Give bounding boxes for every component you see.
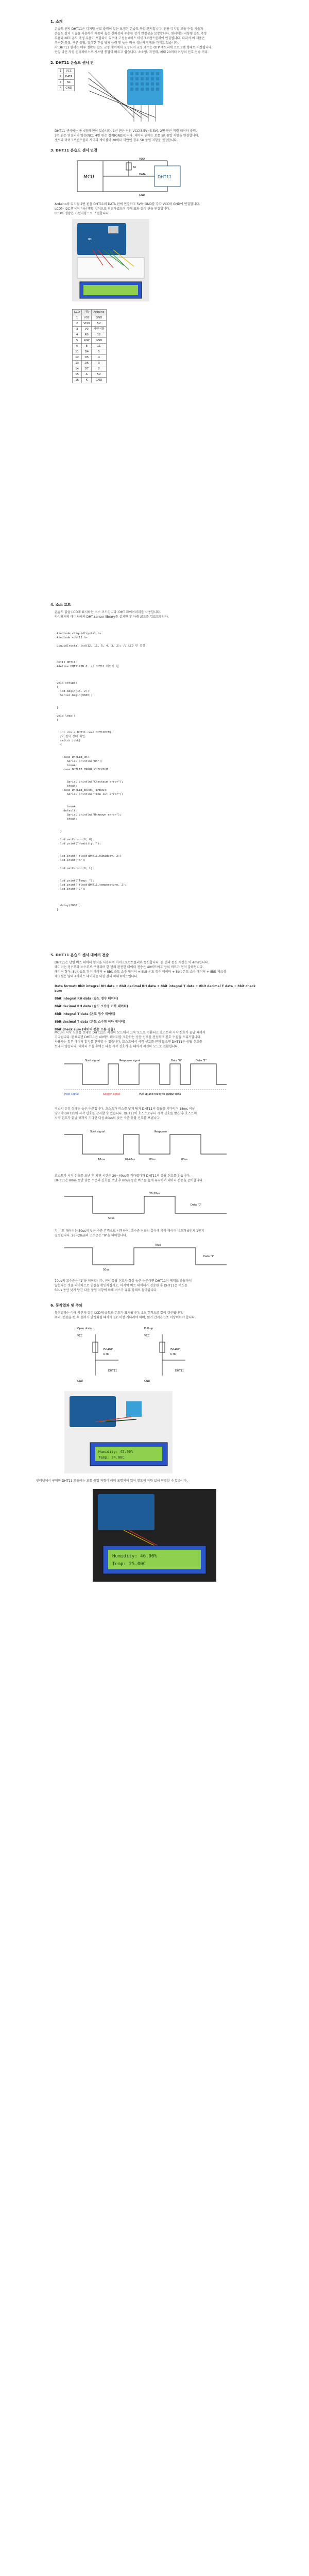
timing-paragraph-2: 버스의 유휴 상태는 높은 수준입니다. 호스트가 버스를 낮게 당겨 DHT11의 응답을 기다리며 18ms 이상 당겨야 DHT11이 시작 신호를 감지할 수 있습니다. DHT11이 호스트로부터 시작 신호를 받은 후 호스트의 시작 신호가 끝날 때까지 기다린 다음 80us의 낮은 수준 응답 신호를 보냅니다. <box>55 1107 197 1120</box>
timing-paragraph-5: 70us의 고수준은 "1"을 의미합니다. 센서 응답 신호가 항상 높은 수준이면 DHT11이 제대로 응답하지 않는다는 것을 의미하므로 연결을 확인하십시오. 마지막 비트 데이터가 전송된 후 DHT11은 버스를 50us 동안 낮게 당긴 다음 풀업 저항에 의해 버스가 유휴 상태로 돌아갑니다. <box>55 1279 192 1292</box>
svg-text:VCC: VCC <box>144 1334 150 1337</box>
svg-text:PULLUP: PULLUP <box>170 1348 180 1351</box>
svg-text:GND: GND <box>77 1380 83 1383</box>
code-intro: 온습도 값을 LCD에 표시하는 소스 코드입니다. DHT 라이브러리를 사용합니다. 라이브러리 매니저에서 DHT sensor library를 설치한 후 아래 코드를 업로드합니다. <box>55 611 169 619</box>
svg-text:Humidity: 45.00%: Humidity: 45.00% <box>98 1450 133 1454</box>
section-heading-intro: 1. 소개 <box>50 20 63 24</box>
timing-diagram-bit0 <box>62 1190 232 1221</box>
dht11-sensor-image <box>58 68 186 125</box>
svg-text:Response signal: Response signal <box>119 1059 141 1062</box>
result-lcd-photo <box>93 1489 216 1582</box>
svg-text:Host signal: Host signal <box>64 1093 79 1096</box>
svg-text:GND: GND <box>144 1380 150 1383</box>
vdd-label: VDD <box>139 158 145 161</box>
svg-text:Sensor signal: Sensor signal <box>103 1093 121 1096</box>
svg-text:DHT11: DHT11 <box>175 1369 184 1372</box>
pullup-circuit-diagram <box>67 1324 201 1386</box>
svg-text:Data "1": Data "1" <box>203 1255 215 1258</box>
mcu-connection-diagram <box>72 156 185 197</box>
svg-text:50us: 50us <box>108 1217 115 1220</box>
svg-text:PULLUP: PULLUP <box>103 1348 113 1351</box>
timing-diagram-overall <box>62 1056 232 1097</box>
pin-table: 1 VCC 2 DATA 3 NC 4 GND <box>58 68 75 91</box>
section-heading-pins: 2. DHT11 온습도 센서 핀 <box>50 61 94 65</box>
svg-text:Response: Response <box>154 1130 167 1133</box>
mcu-label: MCU <box>83 175 94 180</box>
svg-text:Temp: 24.00C: Temp: 24.00C <box>98 1455 125 1460</box>
data-format-list: Data format: 8bit integral RH data + 8bit decimal RH data + 8bit integral T data + 8bit decimal T data + 8bit check sum 8bit integral RH data (습도 정수 데이터) 8bit decimal RH data (습도 소수점 이하 데이터) 8bit integral T data (온도 정수 데이터) 8bit decimal T data (온도 소수점 이하 데이터) 8bit check sum (데이터 전송 오류 검출) <box>55 985 256 1031</box>
svg-text:4.7K: 4.7K <box>103 1353 109 1356</box>
section-heading-code: 4. 소스 코드 <box>50 603 71 607</box>
result-caption: 인터넷에서 구매한 DHT11 모듈에는 보통 풀업 저항이 이미 포함되어 있어 별도의 저항 없이 연결할 수 있습니다. <box>36 1479 188 1483</box>
svg-text:Start signal: Start signal <box>85 1059 100 1062</box>
arduino-wiring-photo <box>72 219 149 301</box>
svg-text:Data "1": Data "1" <box>196 1059 207 1062</box>
svg-text:DHT11: DHT11 <box>108 1369 117 1372</box>
result-paragraph: 동작결과는 아래 사진과 같이 LCD에 습도와 온도가 표시됩니다. 2초 간격으로 값이 갱신됩니다. 주의: 전원을 켠 후 센서가 안정화될 때까지 1초 이상 기다려야 하며, 읽기 간격은 1초 이상이어야 합니다. <box>55 1311 196 1319</box>
svg-text:18ms: 18ms <box>98 1158 105 1161</box>
section-heading-transmit: 5. DHT11 온습도 센서 데이터 전송 <box>50 953 109 957</box>
connection-paragraph: Arduino의 디지털 2번 핀을 DHT11의 DATA 핀에 연결하고 5V와 GND를 각각 VCC와 GND에 연결합니다. LCD는 I2C 방식이 아닌 병렬 방식으로 연결하였으며 아래 표와 같이 핀을 연결합니다. LCD의 명암은 가변저항으로 조절합니다. <box>55 202 200 215</box>
section-heading-result: 6. 동작결과 및 주의 <box>50 1303 83 1308</box>
pin-description: DHT11 센서에는 총 4개의 핀이 있습니다. 1번 핀은 전원 VCC(3.5V~5.5V), 2번 핀은 직렬 데이터 출력, 3번 핀은 연결되지 않음(NC), 4번 핀은 접지(GND)입니다. 데이터 핀에는 보통 5K 풀업 저항을 연결합니다. 센서와 마이크로컨트롤러 사이의 케이블이 20미터 미만인 경우 5K 풀업 저항을 권장합니다. <box>55 129 199 142</box>
svg-text:70us: 70us <box>154 1244 161 1247</box>
timing-diagram-bit1 <box>62 1242 232 1273</box>
intro-paragraph: 온습도 센서 DHT11은 디지털 신호 출력이 있는 보정된 온습도 복합 센서입니다. 전용 디지털 모듈 수집 기술과 온습도 감지 기술을 사용하여 제품의 높은 신뢰성과 우수한 장기 안정성을 보장합니다. 센서에는 저항형 습도 측정 부품과 NTC 온도 측정 부품이 포함되어 있으며 고성능 8비트 마이크로컨트롤러에 연결됩니다. 따라서 이 제품은 우수한 품질, 빠른 응답, 강력한 간섭 방지 능력 및 높은 비용 성능의 장점을 가지고 있습니다. 각 DHT11 센서는 매우 정확한 습도 교정 챔버에서 교정되며 교정 계수는 OTP 메모리에 프로그램 형태로 저장됩니다. 단일 라인 직렬 인터페이스로 시스템 통합이 빠르고 쉽습니다. 초소형, 저전력, 최대 20미터 이상의 신호 전송 거리. <box>55 27 213 54</box>
svg-text:Data "0": Data "0" <box>171 1059 182 1062</box>
svg-text:Humidity: 46.00%: Humidity: 46.00% <box>112 1554 157 1559</box>
svg-text:20-40us: 20-40us <box>125 1158 135 1161</box>
resistor-label: 5K <box>133 166 136 169</box>
dht-label: DHT11 <box>158 175 172 179</box>
svg-text:80us: 80us <box>181 1158 188 1161</box>
svg-text:4.7K: 4.7K <box>170 1353 176 1356</box>
timing-paragraph-1: MCU가 시작 신호를 보내면 DHT11은 저전력 모드에서 고속 모드로 전환되고 호스트의 시작 신호가 끝날 때까지 기다립니다. 완료되면 DHT11은 40비트 데이터를 포함하는 응답 신호를 전송하고 신호 수집을 트리거합니다. 사용자는 일부 데이터 읽기를 선택할 수 있습니다. 호스트에서 시작 신호를 받지 않으면 DHT11은 응답 신호를 보내지 않습니다. 데이터 수집 후에는 다음 시작 신호가 올 때까지 저전력 모드로 전환됩니다. <box>55 1031 205 1048</box>
svg-text:∞: ∞ <box>88 236 92 242</box>
svg-text:50us: 50us <box>103 1268 110 1272</box>
data-label: DATA <box>139 173 146 176</box>
wiring-photo <box>64 1391 173 1473</box>
svg-text:26-28us: 26-28us <box>149 1192 160 1195</box>
svg-text:80us: 80us <box>149 1158 156 1161</box>
timing-paragraph-4: 각 비트 데이터는 50us의 낮은 수준 간격으로 시작하며, 고수준 신호의 길이에 따라 데이터 비트가 0인지 1인지 결정됩니다. 26~28us의 고수준은 "0"을 의미합니다. <box>55 1229 204 1238</box>
svg-text:VCC: VCC <box>77 1334 83 1337</box>
svg-text:Pull-up: Pull-up <box>144 1327 153 1330</box>
pin-figure <box>58 68 186 125</box>
section-heading-connection: 3. DHT11 온습도 센서 연결 <box>50 148 97 152</box>
timing-paragraph-3: 호스트가 시작 신호를 보낸 후 지연 시간은 20~40us를 기다렸다가 DHT11의 응답 신호를 읽습니다. DHT11은 80us 동안 낮은 수준의 신호를 보낸 후 80us 동안 버스를 높게 유지하여 데이터 전송을 준비합니다. <box>55 1174 203 1182</box>
svg-text:Data "0": Data "0" <box>191 1204 202 1207</box>
svg-text:Temp: 25.00C: Temp: 25.00C <box>112 1562 146 1567</box>
source-code-block: #include <LiquidCrystal.h> #include <dht11.h> LiquidCrystal lcd(12, 11, 5, 4, 3, 2); // LCD 핀 설정 dht11 DHT11; #define DHT11PIN 8 // DHT11 데이터 핀 void setup() { lcd.begin(16, 2); Serial.begin(9600); } void loop() { int chk = DHT11.read(DHT11PIN); // 센서 상태 확인 switch (chk) { case DHTLIB_OK: Serial.println("OK"); break; case DHTLIB_ERROR_CHECKSUM: Serial.println("Checksum error"); break; case DHTLIB_ERROR_TIMEOUT: Serial.println("Time out error"); break; default: Serial.println("Unknown error"); break; } lcd.setCursor(0, 0); lcd.print("Humidity: "); lcd.print((float)DHT11.humidity, 2); lcd.print("%"); lcd.setCursor(0, 1); lcd.print("Temp: "); lcd.print((float)DHT11.temperature, 2); lcd.print("C"); delay(2000); } <box>57 632 145 911</box>
svg-text:Open drain: Open drain <box>77 1327 92 1330</box>
gnd-label: GND <box>139 194 145 197</box>
lcd-pin-table: LCD 기능 Arduino 1 VSS GND 2 VDD 5V 3 V0 가변저항 4 RS 12 5 R/W GND 6 E 11 11 D4 5 12 D5 4 13 D6 3 14 D7 2 15 A 5V 16 K GND <box>72 309 107 383</box>
svg-text:Pull up and ready to output da: Pull up and ready to output data <box>139 1093 181 1096</box>
svg-text:Start signal: Start signal <box>90 1130 105 1133</box>
transmit-paragraph: DHT11은 단일 버스 데이터 형식을 사용하여 마이크로컨트롤러와 통신합니다. 한 번의 통신 시간은 약 4ms입니다. 데이터는 정수부와 소수부로 구성되며 한 번의 완전한 데이터 전송은 40비트이고 상위 비트가 먼저 출력됩니다. 데이터 형식: 8bit 습도 정수 데이터 + 8bit 습도 소수 데이터 + 8bit 온도 정수 데이터 + 8bit 온도 소수 데이터 + 8bit 체크섬 체크섬은 앞의 4바이트 데이터를 더한 값의 하위 8비트입니다. <box>55 961 226 978</box>
timing-diagram-start <box>62 1128 232 1164</box>
